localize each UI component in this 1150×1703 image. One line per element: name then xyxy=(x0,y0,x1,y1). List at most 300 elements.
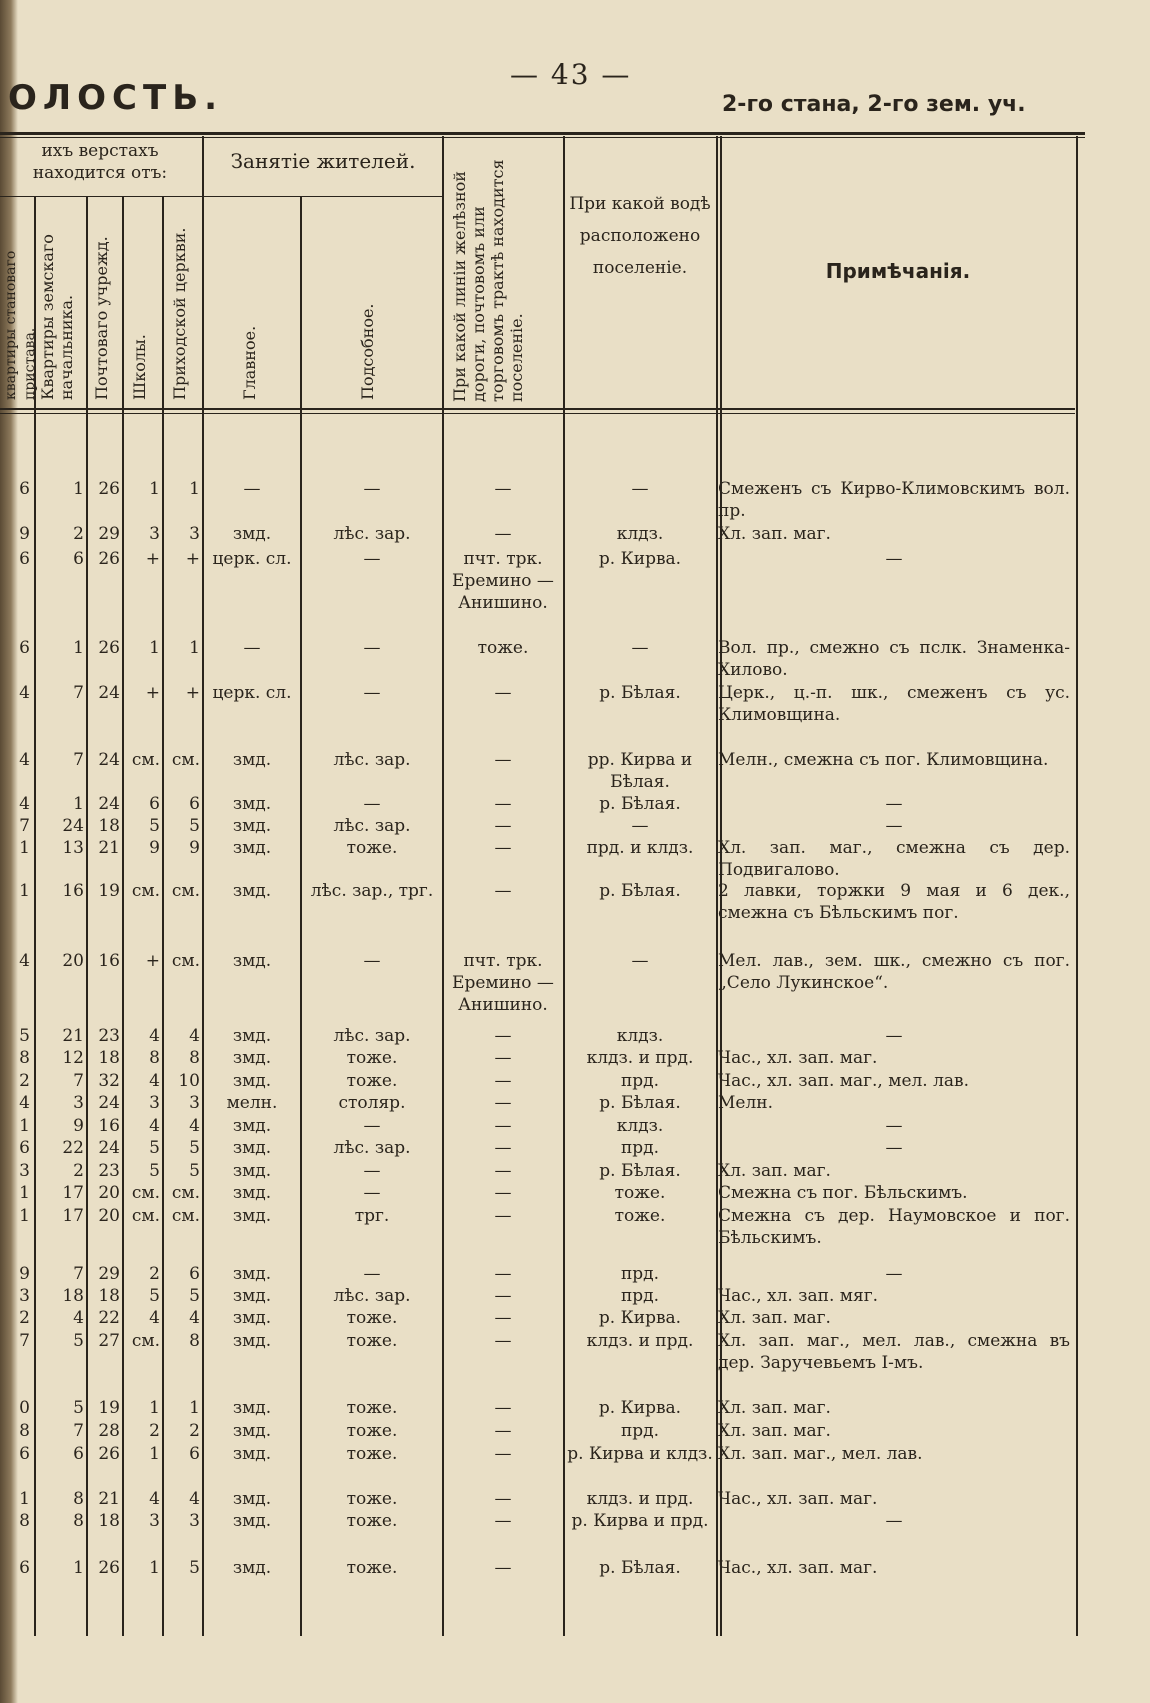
table-cell-s: 7 xyxy=(19,1331,30,1351)
table-cell-rail: — xyxy=(494,794,512,814)
table-cell-sc: 4 xyxy=(149,1116,160,1136)
table-cell-aux: тоже. xyxy=(346,1308,398,1328)
table-cell-water: р. Бѣлая. xyxy=(599,1161,681,1181)
table-cell-water: р. Кирва. xyxy=(598,1308,682,1328)
table-cell-p: 18 xyxy=(98,1286,120,1306)
table-cell-main: змд. xyxy=(232,1116,272,1136)
header-main: Главное. xyxy=(240,325,259,400)
table-cell-note: — xyxy=(885,1138,903,1158)
table-cell-note: Хл. зап. маг., мел. лав., смежна въ дер. Заручевьемъ I-мъ. xyxy=(718,1331,1070,1373)
table-cell-aux: лѣс. зар. xyxy=(333,750,411,770)
table-cell-z: 1 xyxy=(73,638,84,658)
table-cell-aux: тоже. xyxy=(346,1048,398,1068)
table-cell-sc: см. xyxy=(131,1183,160,1203)
table-cell-s: 6 xyxy=(19,1558,30,1578)
table-cell-p: 19 xyxy=(98,1398,120,1418)
table-cell-sc: 1 xyxy=(149,638,160,658)
table-cell-sc: см. xyxy=(131,881,160,901)
table-cell-p: 26 xyxy=(98,1558,120,1578)
table-cell-p: 29 xyxy=(98,524,120,544)
table-cell-rail: — xyxy=(494,1286,512,1306)
header-water: При какой водѣ расположено поселеніе. xyxy=(569,194,711,278)
table-cell-ch: см. xyxy=(171,1183,200,1203)
table-cell-main: змд. xyxy=(232,1331,272,1351)
table-cell-sc: 4 xyxy=(149,1026,160,1046)
table-cell-z: 5 xyxy=(73,1398,84,1418)
table-cell-ch: 6 xyxy=(189,794,200,814)
table-cell-water: — xyxy=(631,479,649,499)
table-cell-aux: лѣс. зар. xyxy=(333,1026,411,1046)
table-cell-aux: лѣс. зар. xyxy=(333,1138,411,1158)
table-cell-note: — xyxy=(885,794,903,814)
table-cell-p: 21 xyxy=(98,1489,120,1509)
table-cell-z: 6 xyxy=(73,549,84,569)
table-cell-sc: 4 xyxy=(149,1489,160,1509)
table-cell-z: 1 xyxy=(73,794,84,814)
table-cell-z: 7 xyxy=(73,750,84,770)
table-cell-s: 2 xyxy=(19,1071,30,1091)
table-cell-z: 18 xyxy=(62,1286,84,1306)
header-aux: Подсобное. xyxy=(358,303,377,400)
table-cell-ch: см. xyxy=(171,750,200,770)
table-cell-main: змд. xyxy=(232,1161,272,1181)
table-cell-rail: — xyxy=(494,479,512,499)
table-cell-ch: 1 xyxy=(189,1398,200,1418)
table-cell-note: Хл. зап. маг. xyxy=(718,1308,831,1328)
header-notes: Примѣчанія. xyxy=(825,259,971,283)
subheader-rule xyxy=(0,196,202,197)
table-cell-z: 7 xyxy=(73,1071,84,1091)
table-cell-ch: 4 xyxy=(189,1489,200,1509)
table-cell-s: 4 xyxy=(19,683,30,703)
header-occupation: Занятіе жителей. xyxy=(230,149,416,173)
table-cell-main: змд. xyxy=(232,1398,272,1418)
table-cell-sc: 2 xyxy=(149,1264,160,1284)
table-cell-aux: лѣс. зар., трг. xyxy=(310,881,434,901)
table-cell-p: 24 xyxy=(98,1138,120,1158)
table-cell-z: 3 xyxy=(73,1093,84,1113)
table-cell-z: 17 xyxy=(62,1206,84,1226)
table-cell-s: 6 xyxy=(19,638,30,658)
table-cell-water: прд. xyxy=(620,1138,660,1158)
table-cell-note: Смеженъ съ Кирво-Климовскимъ вол. пр. xyxy=(718,479,1070,521)
table-cell-main: змд. xyxy=(232,750,272,770)
table-cell-s: 3 xyxy=(19,1286,30,1306)
table-cell-rail: — xyxy=(494,683,512,703)
table-cell-p: 24 xyxy=(98,794,120,814)
table-cell-water: — xyxy=(631,816,649,836)
table-cell-aux: тоже. xyxy=(346,1331,398,1351)
table-cell-rail: — xyxy=(494,1489,512,1509)
table-cell-main: змд. xyxy=(232,1138,272,1158)
table-cell-note: Час., хл. зап. маг. xyxy=(718,1558,878,1578)
table-cell-s: 3 xyxy=(19,1161,30,1181)
table-cell-s: 2 xyxy=(19,1308,30,1328)
table-cell-sc: 5 xyxy=(149,1138,160,1158)
table-cell-note: Хл. зап. маг. xyxy=(718,1161,831,1181)
table-cell-sc: 8 xyxy=(149,1048,160,1068)
table-cell-s: 4 xyxy=(19,794,30,814)
table-cell-ch: 5 xyxy=(189,816,200,836)
table-cell-p: 26 xyxy=(98,1444,120,1464)
table-cell-water: р. Бѣлая. xyxy=(599,881,681,901)
table-cell-note: Смежна съ дер. Наумовское и пог. Бѣльскимъ. xyxy=(718,1206,1070,1248)
table-cell-main: змд. xyxy=(232,1444,272,1464)
table-cell-rail: — xyxy=(494,838,512,858)
table-cell-note: Хл. зап. маг. xyxy=(718,1398,831,1418)
table-cell-note: Час., хл. зап. маг. xyxy=(718,1048,878,1068)
table-cell-note: — xyxy=(885,816,903,836)
table-cell-rail: — xyxy=(494,1206,512,1226)
table-cell-ch: 5 xyxy=(189,1558,200,1578)
table-cell-water: р. Кирва. xyxy=(598,549,682,569)
table-cell-sc: 4 xyxy=(149,1071,160,1091)
header-post: Почтоваго учрежд. xyxy=(92,236,111,400)
table-cell-sc: см. xyxy=(131,1331,160,1351)
table-cell-p: 18 xyxy=(98,1048,120,1068)
table-cell-main: змд. xyxy=(232,1183,272,1203)
table-cell-water: прд. xyxy=(620,1286,660,1306)
table-cell-s: 9 xyxy=(19,524,30,544)
header-stanovoy: квартиры становаго пристава. xyxy=(3,250,38,400)
table-cell-z: 20 xyxy=(62,951,84,971)
table-cell-z: 7 xyxy=(73,1264,84,1284)
table-cell-aux: столяр. xyxy=(338,1093,406,1113)
table-cell-p: 24 xyxy=(98,1093,120,1113)
table-cell-sc: 3 xyxy=(149,524,160,544)
table-cell-z: 4 xyxy=(73,1308,84,1328)
table-cell-aux: тоже. xyxy=(346,1071,398,1091)
table-cell-note: — xyxy=(885,1264,903,1284)
table-cell-z: 2 xyxy=(73,524,84,544)
table-cell-ch: 6 xyxy=(189,1444,200,1464)
table-cell-note: Час., хл. зап. маг. xyxy=(718,1489,878,1509)
table-cell-p: 21 xyxy=(98,838,120,858)
table-cell-ch: см. xyxy=(171,881,200,901)
table-cell-sc: 4 xyxy=(149,1308,160,1328)
table-cell-water: — xyxy=(631,638,649,658)
table-cell-s: 1 xyxy=(19,881,30,901)
table-cell-z: 22 xyxy=(62,1138,84,1158)
header-zemsky: Квартиры земскаго начальника. xyxy=(38,234,76,400)
table-cell-water: клдз. и прд. xyxy=(586,1048,694,1068)
table-cell-p: 26 xyxy=(98,549,120,569)
table-cell-sc: 3 xyxy=(149,1093,160,1113)
table-cell-water: прд. и клдз. xyxy=(586,838,694,858)
table-cell-water: тоже. xyxy=(614,1183,666,1203)
table-cell-aux: — xyxy=(363,794,381,814)
table-cell-main: змд. xyxy=(232,794,272,814)
table-cell-z: 9 xyxy=(73,1116,84,1136)
table-cell-sc: 1 xyxy=(149,1398,160,1418)
table-cell-water: прд. xyxy=(620,1071,660,1091)
table-cell-ch: 8 xyxy=(189,1048,200,1068)
table-cell-z: 7 xyxy=(73,1421,84,1441)
table-cell-water: прд. xyxy=(620,1421,660,1441)
table-cell-main: змд. xyxy=(232,1206,272,1226)
table-cell-z: 6 xyxy=(73,1444,84,1464)
table-cell-z: 2 xyxy=(73,1161,84,1181)
table-cell-ch: 6 xyxy=(189,1264,200,1284)
table-cell-note: Хл. зап. маг. xyxy=(718,524,831,544)
table-cell-aux: — xyxy=(363,1161,381,1181)
table-cell-main: змд. xyxy=(232,1558,272,1578)
table-cell-sc: + xyxy=(145,683,160,703)
table-cell-sc: см. xyxy=(131,750,160,770)
table-cell-s: 6 xyxy=(19,1444,30,1464)
table-cell-sc: 9 xyxy=(149,838,160,858)
table-cell-rail: — xyxy=(494,1026,512,1046)
table-cell-main: змд. xyxy=(232,838,272,858)
table-cell-main: — xyxy=(243,479,261,499)
table-cell-aux: — xyxy=(363,549,381,569)
header-church: Приходской церкви. xyxy=(170,227,189,400)
table-cell-main: змд. xyxy=(232,1264,272,1284)
table-cell-z: 13 xyxy=(62,838,84,858)
table-cell-rail: — xyxy=(494,1183,512,1203)
table-cell-s: 1 xyxy=(19,1489,30,1509)
table-cell-sc: 2 xyxy=(149,1421,160,1441)
table-cell-water: клдз. xyxy=(616,1116,664,1136)
table-cell-rail: — xyxy=(494,1116,512,1136)
table-cell-aux: — xyxy=(363,479,381,499)
table-cell-sc: 3 xyxy=(149,1511,160,1531)
top-rule xyxy=(0,132,1085,135)
table-cell-s: 6 xyxy=(19,479,30,499)
table-cell-main: — xyxy=(243,638,261,658)
table-cell-main: церк. сл. xyxy=(212,683,292,703)
table-cell-aux: лѣс. зар. xyxy=(333,816,411,836)
table-cell-z: 8 xyxy=(73,1511,84,1531)
table-cell-note: Вол. пр., смежно съ пслк. Знаменка-Хилово. xyxy=(718,638,1070,680)
table-cell-z: 5 xyxy=(73,1331,84,1351)
table-cell-note: Хл. зап. маг. xyxy=(718,1421,831,1441)
table-cell-water: рр. Кирва и Бѣлая. xyxy=(587,750,693,792)
table-cell-water: р. Бѣлая. xyxy=(599,683,681,703)
table-cell-aux: тоже. xyxy=(346,1511,398,1531)
table-cell-ch: 9 xyxy=(189,838,200,858)
table-cell-rail: пчт. трк. Еремино — Анишино. xyxy=(452,549,554,613)
table-cell-s: 1 xyxy=(19,1183,30,1203)
table-cell-rail: — xyxy=(494,816,512,836)
table-cell-note: — xyxy=(885,1511,903,1531)
table-cell-s: 6 xyxy=(19,1138,30,1158)
table-cell-sc: см. xyxy=(131,1206,160,1226)
table-cell-p: 16 xyxy=(98,1116,120,1136)
table-cell-rail: — xyxy=(494,1308,512,1328)
table-cell-aux: тоже. xyxy=(346,1489,398,1509)
table-cell-main: змд. xyxy=(232,1308,272,1328)
table-cell-sc: 1 xyxy=(149,479,160,499)
header-school: Школы. xyxy=(130,334,149,400)
table-cell-s: 8 xyxy=(19,1048,30,1068)
table-cell-note: 2 лавки, торжки 9 мая и 6 дек., смежна съ Бѣльскимъ пог. xyxy=(718,881,1070,923)
table-cell-ch: 1 xyxy=(189,638,200,658)
table-cell-aux: лѣс. зар. xyxy=(333,1286,411,1306)
table-cell-ch: + xyxy=(185,683,200,703)
col-divider xyxy=(1076,136,1078,1636)
table-cell-z: 1 xyxy=(73,479,84,499)
table-cell-water: р. Бѣлая. xyxy=(599,1558,681,1578)
table-cell-z: 16 xyxy=(62,881,84,901)
header-distance-group: ихъ верстахъ находится отъ: xyxy=(32,141,168,183)
table-cell-rail: — xyxy=(494,1048,512,1068)
table-cell-main: змд. xyxy=(232,951,272,971)
table-cell-main: змд. xyxy=(232,524,272,544)
table-cell-rail: — xyxy=(494,1444,512,1464)
table-cell-s: 8 xyxy=(19,1511,30,1531)
table-cell-ch: 4 xyxy=(189,1116,200,1136)
table-cell-p: 26 xyxy=(98,638,120,658)
table-cell-rail: — xyxy=(494,750,512,770)
table-cell-water: клдз. xyxy=(616,524,664,544)
table-cell-main: змд. xyxy=(232,1511,272,1531)
table-cell-ch: 4 xyxy=(189,1308,200,1328)
page-title-right: 2-го стана, 2-го зем. уч. xyxy=(722,92,1026,117)
table-cell-p: 18 xyxy=(98,1511,120,1531)
table-cell-rail: — xyxy=(494,524,512,544)
table-cell-main: змд. xyxy=(232,881,272,901)
table-cell-p: 23 xyxy=(98,1161,120,1181)
table-cell-s: 1 xyxy=(19,1116,30,1136)
table-cell-p: 19 xyxy=(98,881,120,901)
page-title-left: ОЛОСТЬ. xyxy=(8,78,224,118)
table-cell-rail: — xyxy=(494,1093,512,1113)
table-cell-note: Мелн. xyxy=(718,1093,774,1113)
table-cell-ch: 5 xyxy=(189,1161,200,1181)
table-cell-aux: тоже. xyxy=(346,838,398,858)
table-cell-note: Час., хл. зап. маг., мел. лав. xyxy=(718,1071,970,1091)
page-number: — 43 — xyxy=(510,58,632,91)
table-cell-main: змд. xyxy=(232,1421,272,1441)
table-cell-ch: 8 xyxy=(189,1331,200,1351)
table-cell-p: 22 xyxy=(98,1308,120,1328)
table-cell-note: Хл. зап. маг., мел. лав. xyxy=(718,1444,923,1464)
table-cell-aux: — xyxy=(363,683,381,703)
table-cell-note: Мелн., смежна съ пог. Климовщина. xyxy=(718,750,1049,770)
table-cell-note: — xyxy=(885,1026,903,1046)
table-cell-aux: трг. xyxy=(354,1206,390,1226)
table-cell-p: 26 xyxy=(98,479,120,499)
table-cell-z: 17 xyxy=(62,1183,84,1203)
table-cell-rail: — xyxy=(494,881,512,901)
table-cell-aux: — xyxy=(363,1183,381,1203)
table-cell-aux: — xyxy=(363,951,381,971)
table-cell-main: змд. xyxy=(232,816,272,836)
table-cell-aux: тоже. xyxy=(346,1558,398,1578)
table-cell-p: 28 xyxy=(98,1421,120,1441)
table-cell-z: 8 xyxy=(73,1489,84,1509)
table-cell-rail: тоже. xyxy=(477,638,529,658)
table-cell-sc: 5 xyxy=(149,1161,160,1181)
table-cell-s: 9 xyxy=(19,1264,30,1284)
table-cell-water: р. Бѣлая. xyxy=(599,794,681,814)
table-cell-s: 4 xyxy=(19,750,30,770)
table-cell-p: 20 xyxy=(98,1183,120,1203)
table-cell-main: змд. xyxy=(232,1026,272,1046)
table-cell-s: 0 xyxy=(19,1398,30,1418)
table-cell-main: змд. xyxy=(232,1286,272,1306)
table-cell-aux: — xyxy=(363,638,381,658)
table-cell-s: 6 xyxy=(19,549,30,569)
table-cell-main: церк. сл. xyxy=(212,549,292,569)
occupation-subrule xyxy=(204,196,442,197)
table-cell-note: Церк., ц.-п. шк., смеженъ съ ус. Климовщина. xyxy=(718,683,1070,725)
table-cell-s: 4 xyxy=(19,951,30,971)
table-cell-note: Хл. зап. маг., смежна съ дер. Подвигалово. xyxy=(718,838,1070,880)
table-cell-p: 23 xyxy=(98,1026,120,1046)
table-cell-z: 24 xyxy=(62,816,84,836)
table-cell-ch: 5 xyxy=(189,1286,200,1306)
table-cell-z: 21 xyxy=(62,1026,84,1046)
table-cell-p: 20 xyxy=(98,1206,120,1226)
table-cell-main: мелн. xyxy=(226,1093,278,1113)
table-cell-water: р. Кирва и клдз. xyxy=(567,1444,713,1464)
table-cell-p: 32 xyxy=(98,1071,120,1091)
table-cell-s: 5 xyxy=(19,1026,30,1046)
table-cell-water: прд. xyxy=(620,1264,660,1284)
table-cell-p: 24 xyxy=(98,683,120,703)
table-cell-ch: 2 xyxy=(189,1421,200,1441)
table-cell-water: клдз. и прд. xyxy=(586,1331,694,1351)
table-cell-note: — xyxy=(885,549,903,569)
table-cell-aux: тоже. xyxy=(346,1421,398,1441)
table-cell-p: 27 xyxy=(98,1331,120,1351)
table-cell-s: 1 xyxy=(19,838,30,858)
table-cell-rail: — xyxy=(494,1421,512,1441)
table-cell-aux: тоже. xyxy=(346,1398,398,1418)
table-cell-rail: — xyxy=(494,1398,512,1418)
table-cell-sc: + xyxy=(145,549,160,569)
table-cell-ch: 5 xyxy=(189,1138,200,1158)
table-cell-ch: см. xyxy=(171,1206,200,1226)
table-cell-p: 29 xyxy=(98,1264,120,1284)
table-cell-rail: — xyxy=(494,1331,512,1351)
table-cell-rail: — xyxy=(494,1071,512,1091)
table-cell-main: змд. xyxy=(232,1071,272,1091)
table-cell-ch: 10 xyxy=(178,1071,200,1091)
table-cell-sc: 1 xyxy=(149,1558,160,1578)
table-cell-note: — xyxy=(885,1116,903,1136)
table-cell-rail: — xyxy=(494,1161,512,1181)
table-cell-s: 7 xyxy=(19,816,30,836)
table-cell-rail: — xyxy=(494,1511,512,1531)
table-cell-rail: — xyxy=(494,1264,512,1284)
table-cell-rail: — xyxy=(494,1558,512,1578)
table-cell-ch: 3 xyxy=(189,524,200,544)
table-cell-sc: 6 xyxy=(149,794,160,814)
table-cell-water: р. Кирва и прд. xyxy=(571,1511,709,1531)
table-cell-water: — xyxy=(631,951,649,971)
table-cell-water: р. Кирва. xyxy=(598,1398,682,1418)
table-cell-water: р. Бѣлая. xyxy=(599,1093,681,1113)
table-cell-p: 18 xyxy=(98,816,120,836)
header-railway: При какой линіи желѣзной дороги, почтовомъ или торговомъ трактѣ находится поселеніе. xyxy=(450,159,526,402)
table-cell-rail: — xyxy=(494,1138,512,1158)
table-cell-p: 24 xyxy=(98,750,120,770)
table-cell-p: 16 xyxy=(98,951,120,971)
table-cell-note: Смежна съ пог. Бѣльскимъ. xyxy=(718,1183,968,1203)
table-cell-ch: см. xyxy=(171,951,200,971)
table-cell-z: 1 xyxy=(73,1558,84,1578)
table-cell-z: 7 xyxy=(73,683,84,703)
table-cell-sc: 1 xyxy=(149,1444,160,1464)
table-cell-aux: — xyxy=(363,1264,381,1284)
top-rule-thin xyxy=(0,137,1085,138)
table-cell-sc: + xyxy=(145,951,160,971)
table-cell-note: Мел. лав., зем. шк., смежно съ пог. „Село Лукинское“. xyxy=(718,951,1070,993)
table-cell-s: 8 xyxy=(19,1421,30,1441)
